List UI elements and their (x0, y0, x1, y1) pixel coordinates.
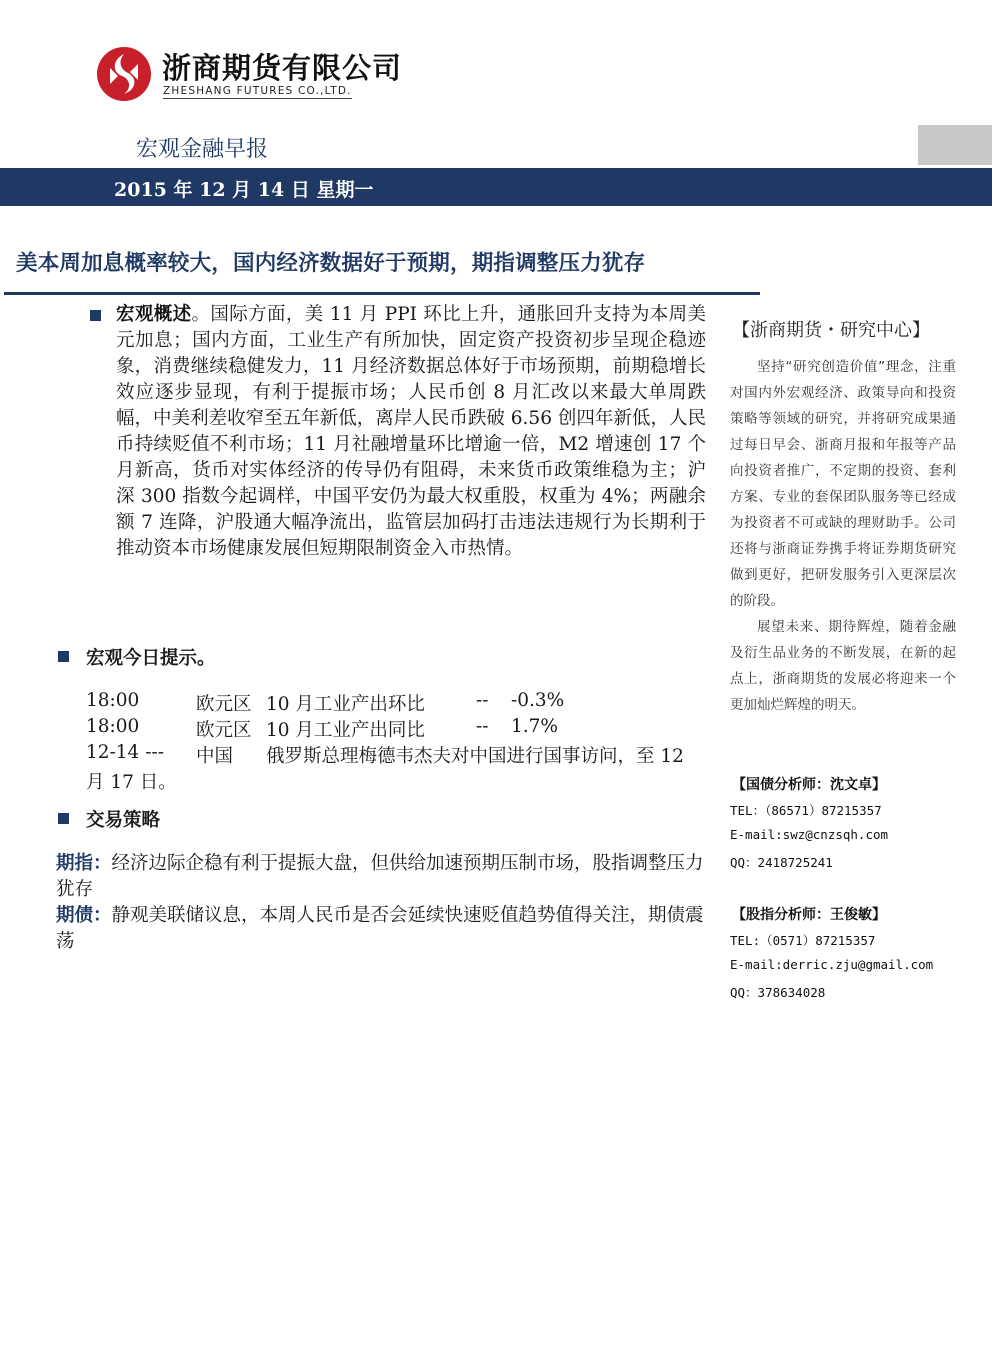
event-value: -0.3% (511, 690, 565, 711)
sidebar-title: 【浙商期货・研究中心】 (732, 320, 930, 341)
report-date: 2015 年 12 月 14 日 星期一 (114, 179, 374, 201)
event-previous: -- (476, 690, 489, 711)
event-time: 18:00 (86, 716, 140, 737)
bullet-square-icon (58, 813, 69, 824)
strategy-text: 经济边际企稳有利于提振大盘，但供给加速预期压制市场，股指调整压力犹存 (56, 853, 704, 900)
event-region: 中国 (196, 746, 234, 767)
sidebar-intro: 坚持“研究创造价值”理念，注重对国内外宏观经济、政策导向和投资策略等领域的研究，并将研究成果通过每日早会、浙商月报和年报等产品向投资者推广，不定期的投资、套利方案、专业的套保团队服务等已经成为投资者不可或缺的理财助手。公司还将与浙商证券携手将证券期货研究做到更好，把研发服务引入更深层次的阶段。 (730, 359, 956, 609)
company-name-en: ZHESHANG FUTURES CO.,LTD. (163, 85, 352, 97)
macro-overview (116, 302, 706, 562)
strategy-title: 交易策略 (86, 810, 161, 831)
header-decoration (918, 125, 992, 165)
company-name-cn: 浙商期货有限公司 (162, 51, 403, 85)
event-name: 俄罗斯总理梅德韦杰夫对中国进行国事访问，至 12 (266, 746, 684, 767)
event-region: 欧元区 (196, 720, 252, 741)
strategy-key: 期指： (56, 853, 112, 874)
sidebar-outlook: 展望未来、期待辉煌，随着金融及衍生品业务的不断发展，在新的起点上，浙商期货的发展必将迎来一个更加灿烂辉煌的明天。 (730, 619, 956, 713)
strategy-item (56, 851, 708, 903)
company-logo (96, 46, 152, 102)
analyst-qq: QQ：378634028 (730, 985, 826, 1000)
event-name-continued: 月 17 日。 (86, 772, 177, 793)
macro-overview-label: 宏观概述 (116, 304, 192, 325)
event-name: 10 月工业产出同比 (266, 720, 425, 741)
event-value: 1.7% (511, 716, 558, 737)
event-previous: -- (476, 716, 489, 737)
analyst-email[interactable]: E-mail:swz@cnzsqh.com (730, 827, 889, 842)
event-time: 12-14 --- (86, 742, 164, 763)
event-region: 欧元区 (196, 694, 252, 715)
report-type: 宏观金融早报 (136, 137, 269, 162)
analyst-tel: TEL:（0571）87215357 (730, 933, 876, 948)
event-time: 18:00 (86, 690, 140, 711)
analyst-name: 【股指分析师：王俊敏】 (732, 907, 886, 923)
strategy-item (56, 903, 708, 955)
strategy-text: 静观美联储议息，本周人民币是否会延续快速贬值趋势值得关注，期债震荡 (56, 905, 704, 952)
analyst-name: 【国债分析师：沈文卓】 (732, 777, 886, 793)
headline: 美本周加息概率较大，国内经济数据好于预期，期指调整压力犹存 (16, 251, 646, 276)
strategy-key: 期债： (56, 905, 112, 926)
headline-divider (4, 292, 760, 295)
event-name: 10 月工业产出环比 (266, 694, 425, 715)
analyst-qq: QQ：2418725241 (730, 855, 833, 870)
bullet-square-icon (58, 651, 69, 662)
analyst-tel: TEL：（86571）87215357 (730, 803, 882, 818)
macro-overview-text: 。国际方面，美 11 月 PPI 环比上升，通胀回升支持为本周美元加息；国内方面，工业生产有所加快，固定资产投资初步呈现企稳迹象，消费继续稳健发力，11 月经济数据总体好于市场预期，前期稳增长效应逐步显现，有利于提振市场；人民币创 8 月汇改以来最大单周跌幅，中美利差收窄至五年新低，离岸人民币跌破 6.56 创四年新低，人民币持续贬值不利市场；11 月社融增量环比增逾一倍，M2 增速创 17 个月新高，货币对实体经济的传导仍有阻碍，未来货币政策维稳为主；沪深 300 指数今起调样，中国平安仍为最大权重股，权重为 4%；两融余额 7 连降，沪股通大幅净流出，监管层加码打击违法违规行为长期利于推动资本市场健康发展但短期限制资金入市热情。 (116, 304, 706, 559)
analyst-email[interactable]: E-mail:derric.zju@gmail.com (730, 957, 934, 972)
today-title: 宏观今日提示。 (86, 648, 216, 669)
bullet-square-icon (90, 310, 101, 321)
